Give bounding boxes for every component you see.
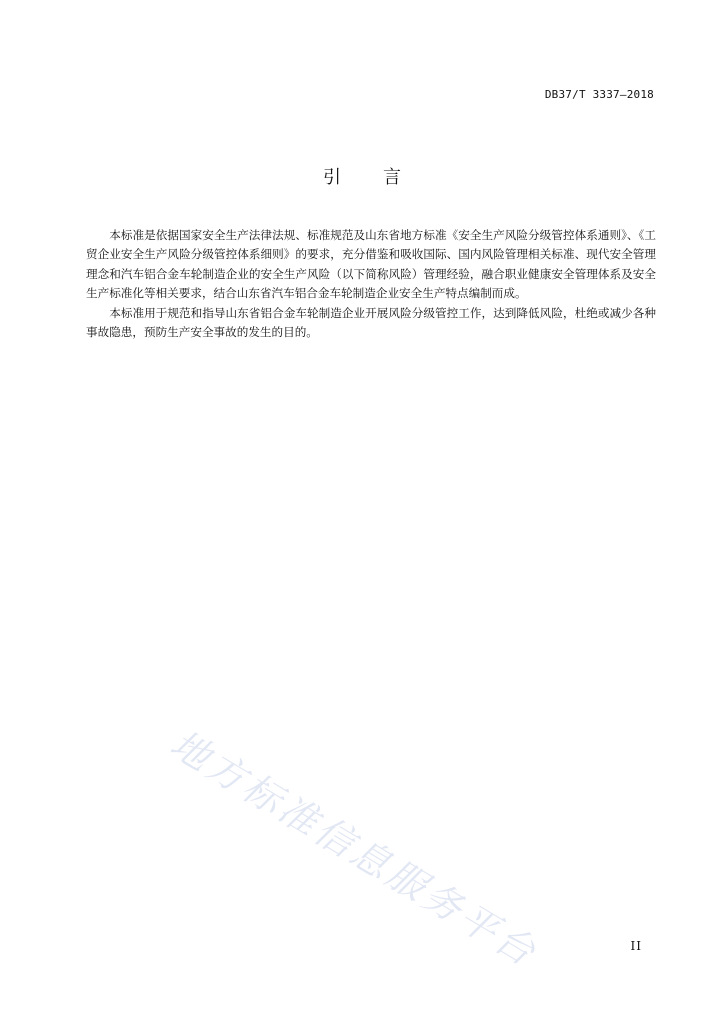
title-char-2: 言 xyxy=(383,167,401,188)
standard-code: DB37/T 3337—2018 xyxy=(544,88,654,101)
page-title xyxy=(0,163,724,189)
paragraph-1: 本标准是依据国家安全生产法律法规、标准规范及山东省地方标准《安全生产风险分级管控体系通则》、《工贸企业安全生产风险分级管控体系细则》的要求，充分借鉴和吸收国际、国内风险管理相关标准、现代安全管理理念和汽车铝合金车轮制造企业的安全生产风险（以下简称风险）管理经验，融合职业健康安全管理体系及安全生产标准化等相关要求，结合山东省汽车铝合金车轮制造企业安全生产特点编制而成。 xyxy=(86,228,656,301)
page-number: II xyxy=(630,939,642,953)
watermark: 地方标准信息服务平台 xyxy=(162,721,546,976)
paragraph-2: 本标准用于规范和指导山东省铝合金车轮制造企业开展风险分级管控工作，达到降低风险，杜绝或减少各种事故隐患，预防生产安全事故的发生的目的。 xyxy=(86,305,656,340)
introduction-body xyxy=(86,226,656,342)
title-char-1: 引 xyxy=(323,167,341,188)
